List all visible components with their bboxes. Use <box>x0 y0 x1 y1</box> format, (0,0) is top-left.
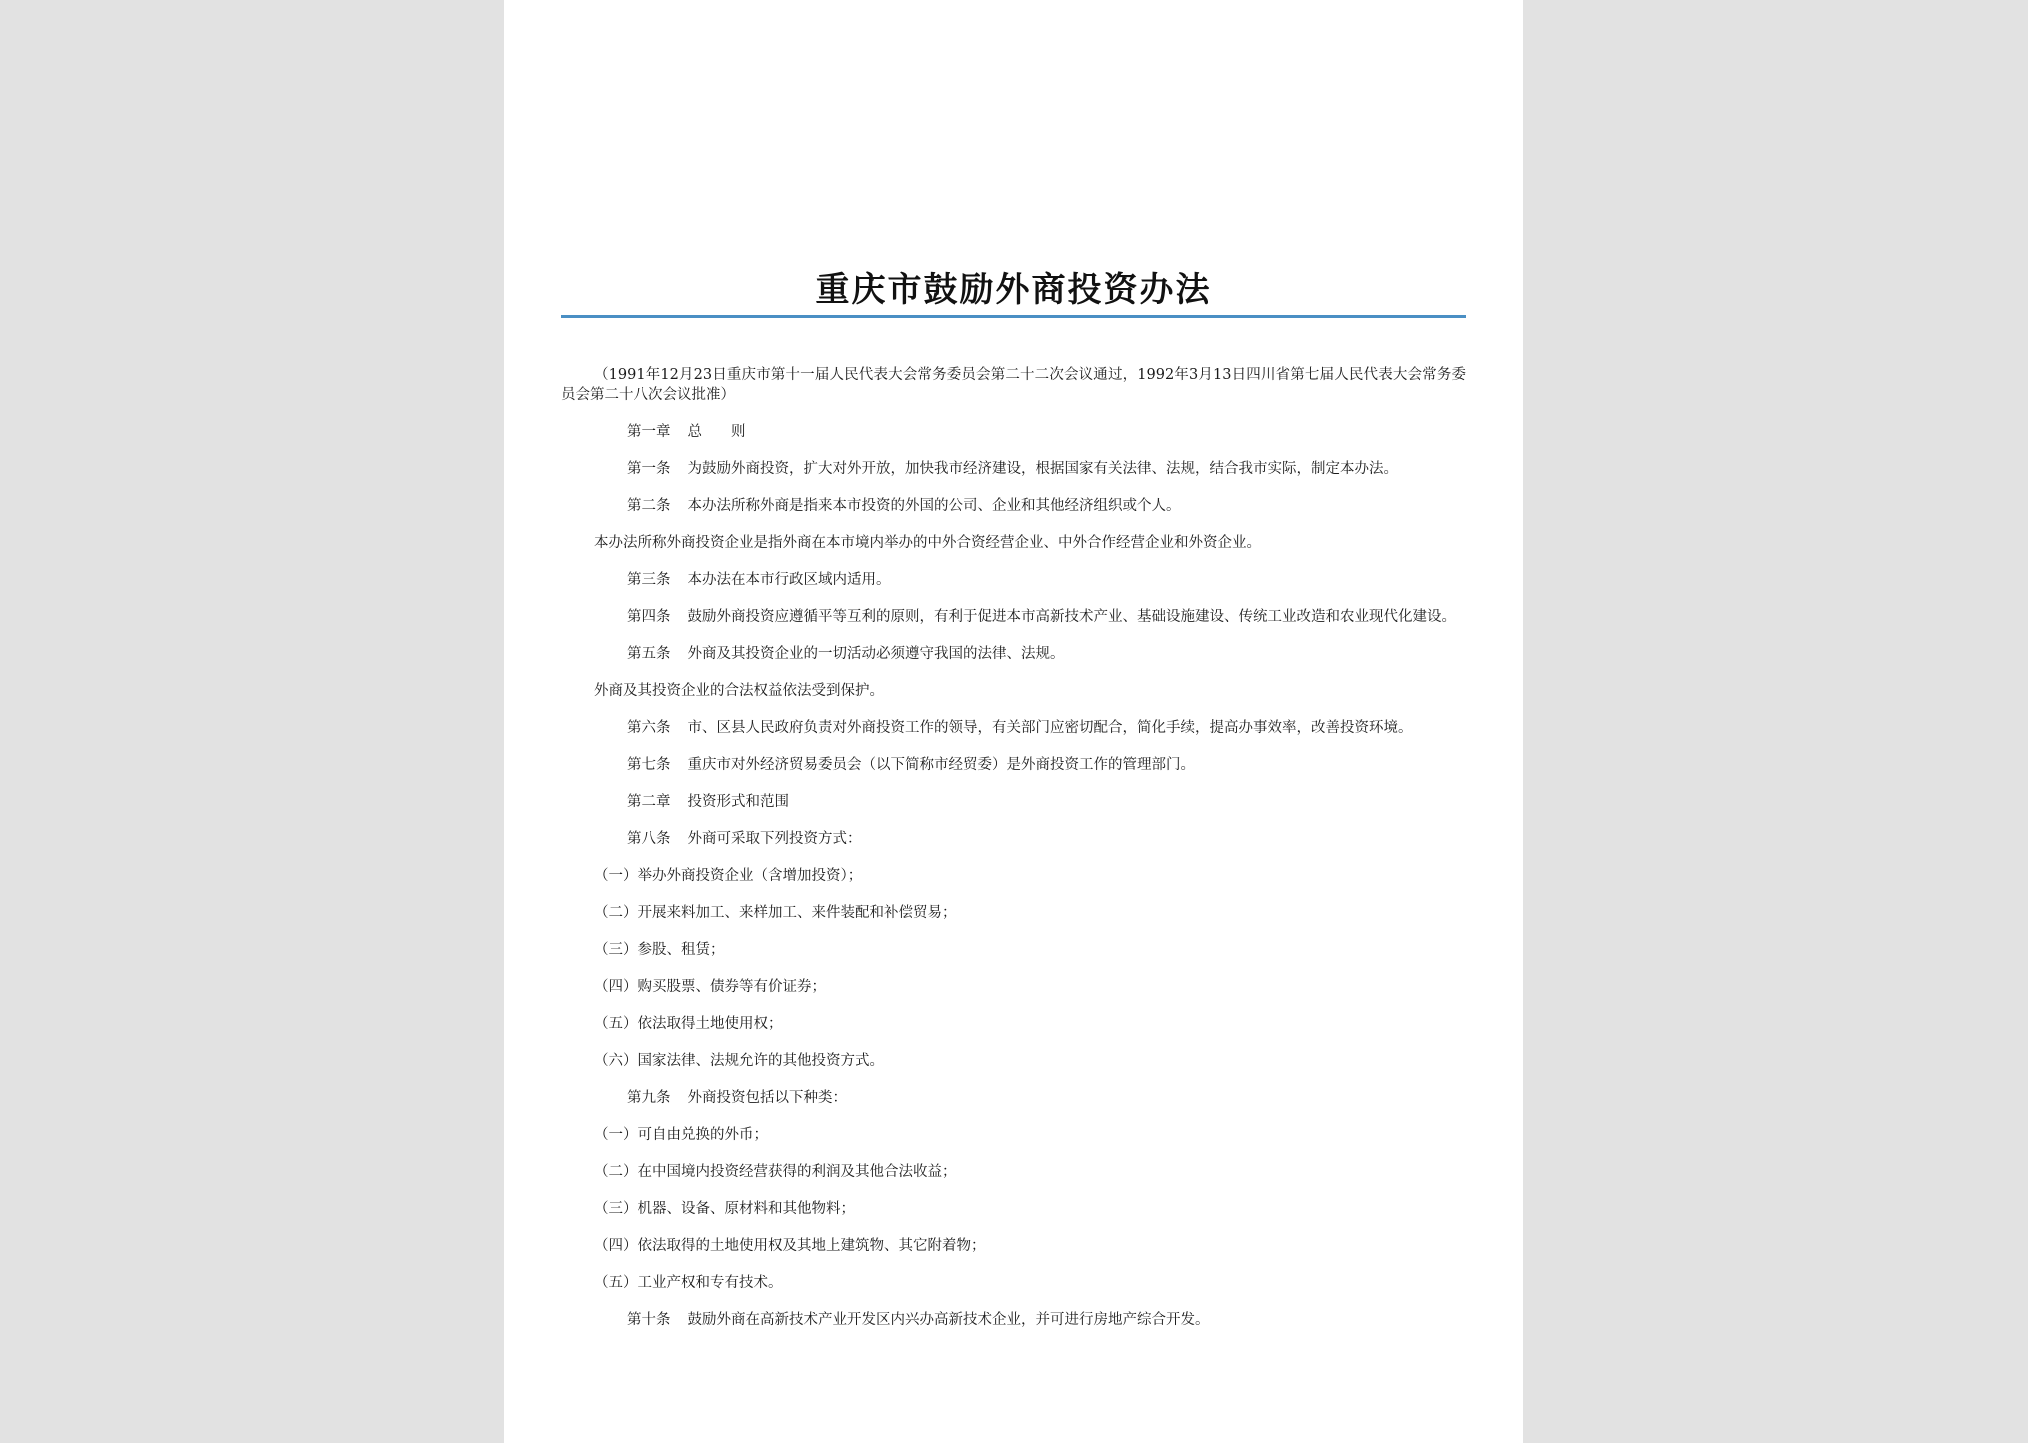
paragraph-text: 本办法所称外商投资企业是指外商在本市境内举办的中外合资经营企业、中外合作经营企业和外资企业。 <box>594 535 1261 551</box>
paragraph-text: 外商投资包括以下种类： <box>687 1090 847 1106</box>
paragraph-text: 本办法所称外商是指来本市投资的外国的公司、企业和其他经济组织或个人。 <box>687 498 1181 514</box>
paragraph <box>561 570 1466 590</box>
paragraph <box>561 792 1466 812</box>
paragraph <box>561 607 1466 627</box>
article-number: 第一章 <box>627 424 671 440</box>
paragraph-text: 重庆市对外经济贸易委员会（以下简称市经贸委）是外商投资工作的管理部门。 <box>687 757 1195 773</box>
article-number: 第二章 <box>627 794 671 810</box>
paragraph-text: （三）机器、设备、原材料和其他物料； <box>594 1201 855 1217</box>
paragraph-text: 投资形式和范围 <box>687 794 789 810</box>
article-number: 第七条 <box>627 757 671 773</box>
paragraph <box>561 1199 1466 1219</box>
article-number: 第一条 <box>627 461 671 477</box>
article-number: 第五条 <box>627 646 671 662</box>
paragraph <box>561 459 1466 479</box>
paragraph <box>561 755 1466 775</box>
paragraph <box>561 1273 1466 1293</box>
article-number: 第六条 <box>627 720 671 736</box>
paragraph-text: （四）购买股票、债券等有价证券； <box>594 979 826 995</box>
article-number: 第十条 <box>627 1312 671 1328</box>
paragraph <box>561 1310 1466 1330</box>
paragraph-text: （二）开展来料加工、来样加工、来件装配和补偿贸易； <box>594 905 957 921</box>
paragraph-text: （五）依法取得土地使用权； <box>594 1016 783 1032</box>
paragraph <box>561 866 1466 886</box>
paragraph <box>561 533 1466 553</box>
paragraph <box>561 1236 1466 1256</box>
paragraph <box>561 681 1466 701</box>
paragraph-text: 为鼓励外商投资，扩大对外开放，加快我市经济建设，根据国家有关法律、法规，结合我市实际，制定本办法。 <box>687 461 1398 477</box>
paragraph-text: 鼓励外商在高新技术产业开发区内兴办高新技术企业，并可进行房地产综合开发。 <box>687 1312 1210 1328</box>
paragraph-text: 市、区县人民政府负责对外商投资工作的领导，有关部门应密切配合，简化手续，提高办事效率，改善投资环境。 <box>687 720 1413 736</box>
paragraph-text: （四）依法取得的土地使用权及其地上建筑物、其它附着物； <box>594 1238 986 1254</box>
paragraph-text: 外商及其投资企业的一切活动必须遵守我国的法律、法规。 <box>687 646 1065 662</box>
paragraph-text: （三）参股、租赁； <box>594 942 725 958</box>
paragraph <box>561 903 1466 923</box>
paragraph-text: 外商可采取下列投资方式： <box>687 831 862 847</box>
paragraph-text: 本办法在本市行政区域内适用。 <box>687 572 891 588</box>
article-number: 第三条 <box>627 572 671 588</box>
document-page <box>504 0 1523 1443</box>
paragraph <box>561 718 1466 738</box>
paragraph <box>561 1162 1466 1182</box>
article-number: 第八条 <box>627 831 671 847</box>
paragraph <box>561 422 1466 442</box>
paragraph-text: （一）可自由兑换的外币； <box>594 1127 768 1143</box>
paragraph <box>561 1125 1466 1145</box>
document-title: 重庆市鼓励外商投资办法 <box>815 270 1212 310</box>
article-number: 第九条 <box>627 1090 671 1106</box>
article-number: 第四条 <box>627 609 671 625</box>
paragraph <box>561 365 1466 405</box>
paragraph <box>561 940 1466 960</box>
paragraph-text: 外商及其投资企业的合法权益依法受到保护。 <box>594 683 884 699</box>
paragraph <box>561 829 1466 849</box>
paragraph <box>561 1051 1466 1071</box>
paragraph-text: （二）在中国境内投资经营获得的利润及其他合法收益； <box>594 1164 957 1180</box>
paragraph-text: 总 则 <box>687 424 746 440</box>
paragraph-text: （五）工业产权和专有技术。 <box>594 1275 783 1291</box>
paragraph <box>561 1014 1466 1034</box>
paragraph-text: （一）举办外商投资企业（含增加投资）； <box>594 868 863 884</box>
title-underline <box>561 315 1466 318</box>
paragraph <box>561 977 1466 997</box>
paragraph <box>561 1088 1466 1108</box>
paragraph-text: （1991年12月23日重庆市第十一届人民代表大会常务委员会第二十二次会议通过，1992年3月13日四川省第七届人民代表大会常务委员会第二十八次会议批准） <box>561 367 1466 403</box>
article-number: 第二条 <box>627 498 671 514</box>
paragraph <box>561 496 1466 516</box>
document-body <box>561 365 1466 1347</box>
paragraph-text: 鼓励外商投资应遵循平等互利的原则，有利于促进本市高新技术产业、基础设施建设、传统工业改造和农业现代化建设。 <box>687 609 1456 625</box>
paragraph-text: （六）国家法律、法规允许的其他投资方式。 <box>594 1053 884 1069</box>
paragraph <box>561 644 1466 664</box>
